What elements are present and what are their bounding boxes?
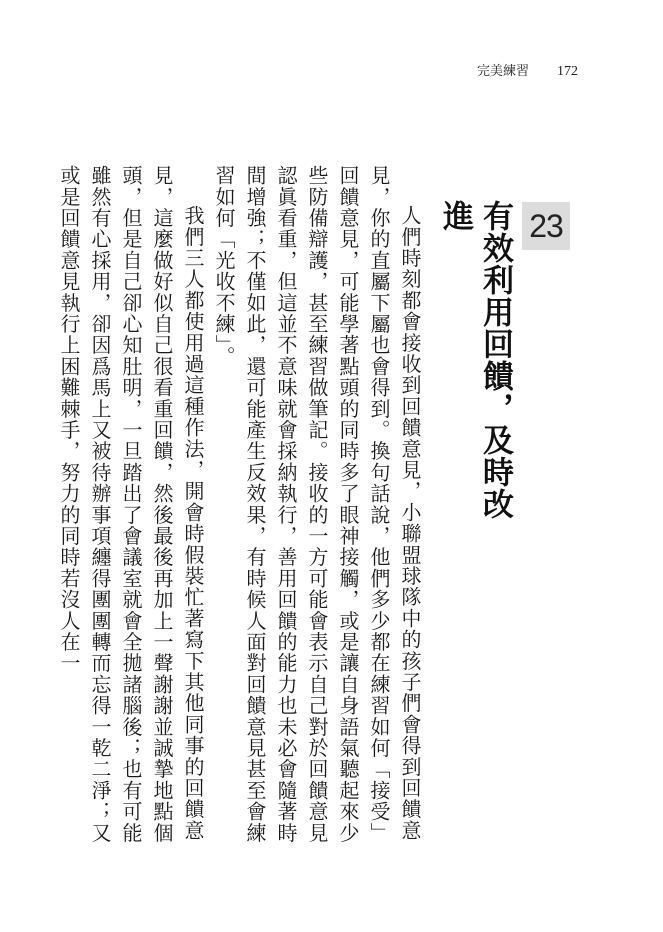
chapter-title: 有效利用回饋，及時改進 <box>437 200 513 520</box>
page-number: 172 <box>557 64 578 79</box>
chapter-number-badge <box>522 202 570 250</box>
chapter-number: 23 <box>529 207 563 244</box>
paragraph-2: 我們三人都使用過這種作法，開會時假裝忙著寫下其他同事的回饋意見，這麼做好似自己很看重回饋，然後最後再加上一聲謝謝並誠摯地點個頭，但是自己卻心知肚明，一旦踏出了會議室就會全拋諸腦後；也有可能雖然有心採用，卻因爲馬上又被待辦事項纏得團團轉而忘得一乾二淨；又或是回饋意見執行上困難棘手，努力的同時若沒人在一 <box>57 165 205 844</box>
running-header <box>477 60 578 80</box>
book-title: 完美練習 <box>476 64 529 79</box>
paragraph-1: 人們時刻都會接收到回饋意見，小聯盟球隊中的孩子們會得到回饋意見，你的直屬下屬也會得到。換句話說，他們多少都在練習如何「接受」回饋意見，可能學著點頭的同時多了眼神接觸，或是讓自身語氣聽起來少些防備辯護，甚至練習做筆記。接收的一方可能會表示自己對於回饋意見認眞看重，但這並不意味就會採納執行，善用回饋的能力也未必會隨著時間增強；不僅如此，還可能產生反效果，有時候人面對回饋意見甚至會練習如何「光收不練」。 <box>212 165 422 844</box>
body-text <box>57 165 425 850</box>
